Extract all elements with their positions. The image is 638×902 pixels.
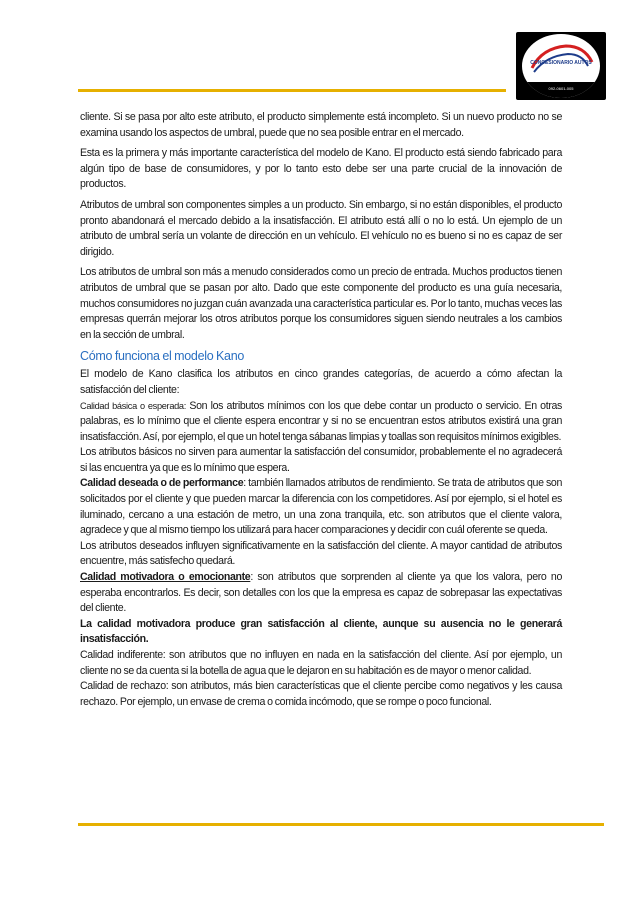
motivating-quality-paragraph [80,570,562,617]
indifferent-quality-paragraph: Calidad indiferente: son atributos que no influyen en nada en la satisfacción del cliente. Así por ejemplo, un cliente no se da cuenta si la botella de agua que le dejaron en su habitación es de mayor o menor calidad. [80,649,562,677]
section-heading: Cómo funciona el modelo Kano [80,349,245,364]
document-body [80,110,562,710]
desired-quality-paragraph [80,476,562,538]
motivating-quality-label: Calidad motivadora o emocionante [80,571,251,584]
basic-quality-label: Calidad básica o esperada: [80,400,186,411]
basic-quality-paragraph [80,399,562,446]
motivating-quality-text: : son atributos que sorprenden al cliente ya que los valora, pero no esperaba encontrarlos. Es decir, son detalles con los que la empresa es capaz de sobrepasar las expectativas del cliente. [80,571,562,615]
logo-phone-text: 092-0601-005 [548,86,574,91]
basic-quality-text: Son los atributos mínimos con los que debe contar un producto o servicio. En otras palabras, es lo mínimo que el cliente espera encontrar y si no se encuentran estos atributos existirá una gran insatisfacción. Así, por ejemplo, el que un hotel tenga sábanas limpias y toallas son requisitos mínimos exigibles. [80,399,562,443]
basic-quality-note: Los atributos básicos no sirven para aumentar la satisfacción del consumidor, probablemente el no agradecerá si las encuentra ya que es lo mínimo que espera. [80,446,562,474]
company-logo [516,32,606,100]
logo-emblem [522,34,600,98]
paragraph: Los atributos de umbral son más a menudo considerados como un precio de entrada. Muchos productos tienen atributos de umbral que se pasan por alto. Dado que este componente del producto es una guía necesaria, muchos consumidores no juzgan cuán avanzada una característica particular es. Por lo tanto, muchas veces las empresas querrán mejorar los otros atributos porque los consumidores siguen siendo neutrales a los cambios en la sección de umbral. [80,266,562,341]
logo-brand-text: CONCESIONARIO AUTOS [530,60,592,66]
motivating-quality-emphasis: La calidad motivadora produce gran satisfacción al cliente, aunque su ausencia no le generará insatisfacción. [80,617,562,646]
paragraph: Atributos de umbral son componentes simples a un producto. Sin embargo, si no están disponibles, el producto pronto abandonará el mercado debido a la insatisfacción. El atributo está allí o no lo está. Un ejemplo de un atributo de umbral sería un volante de dirección en un vehículo. El vehículo no es bueno si no es capaz de ser dirigido. [80,198,562,258]
paragraph: Esta es la primera y más importante característica del modelo de Kano. El producto está siendo fabricado para algún tipo de base de consumidores, y por lo tanto esto debe ser una parte crucial de la innovación de productos. [80,147,562,191]
section-intro: El modelo de Kano clasifica los atributos en cinco grandes categorías, de acuerdo a cómo afectan la satisfacción del cliente: [80,368,562,396]
top-divider [78,89,506,92]
paragraph: cliente. Si se pasa por alto este atributo, el producto simplemente está incompleto. Si un nuevo producto no se examina usando los aspectos de umbral, puede que no sea posible entrar en el mercado. [80,111,562,139]
desired-quality-text: : también llamados atributos de rendimiento. Se trata de atributos que son solicitados por el cliente y que pueden marcar la diferencia con los competidores. Así por ejemplo, si el hotel es iluminado, cercano a una estación de metro, un una zona tranquila, etc. son atributos que el cliente valora, agradece y que al mismo tiempo los utilizará para hacer comparaciones y decidir con cuál oferente se queda. [80,477,562,537]
desired-quality-note: Los atributos deseados influyen significativamente en la satisfacción del cliente. A mayor cantidad de atributos encuentre, más satisfecho quedará. [80,539,562,568]
desired-quality-label: Calidad deseada o de performance [80,477,244,490]
bottom-divider [78,823,604,826]
rejection-quality-paragraph: Calidad de rechazo: son atributos, más bien características que el cliente percibe como negativos y les causa rechazo. Por ejemplo, un envase de crema o comida incómodo, que se rompe o poco funcional. [80,680,562,708]
